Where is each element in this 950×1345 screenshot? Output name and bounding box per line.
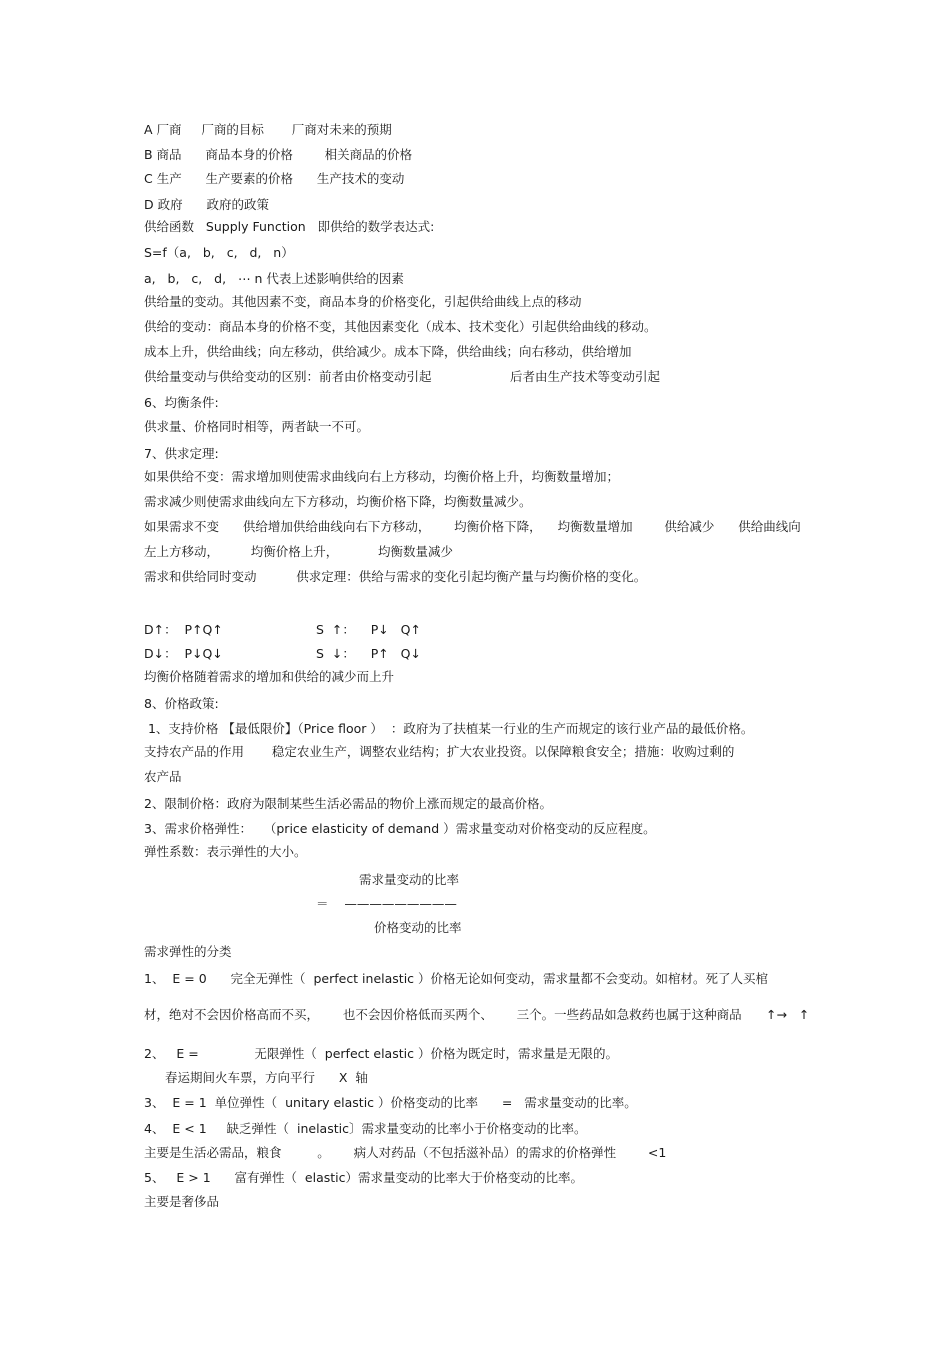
perfect-elastic-line: 2、 E = 无限弹性（ perfect elastic ）价格为既定时，需求量是无限的。 (144, 1046, 618, 1061)
difference-line-b: 后者由生产技术等变动引起 (510, 369, 661, 384)
section-6-heading: 6、均衡条件: (144, 395, 219, 410)
elasticity-coefficient-line: 弹性系数：表示弹性的大小。 (144, 844, 307, 859)
variables-note-line: a, b, c, d, ⋯ n 代表上述影响供给的因素 (144, 271, 404, 286)
supply-shift-line: 如果需求不变 供给增加供给曲线向右下方移动， 均衡价格下降， 均衡数量增加 供给减少 供给曲线向 (144, 519, 801, 534)
fraction-numerator: 需求量变动的比率 (359, 872, 460, 887)
elastic-example-line: 主要是奢侈品 (144, 1194, 220, 1209)
unitary-elastic-line: 3、 E = 1 单位弹性（ unitary elastic ）价格变动的比率 = 需求量变动的比率。 (144, 1095, 637, 1110)
supply-down-summary: S ↓： P↑ Q↓ (316, 646, 421, 661)
inelastic-example-line: 主要是生活必需品，粮食 。 病人对药品（不包括滋补品）的需求的价格弹性 <1 (144, 1145, 667, 1160)
price-floor-line: 1、支持价格 【最低限价】（Price floor ） ：政府为了扶植某一行业的生产而规定的该行业产品的最低价格。 (144, 721, 754, 736)
factor-government-line: D 政府 政府的政策 (144, 197, 269, 212)
inelastic-line: 4、 E < 1 缺乏弹性（ inelastic〕需求量变动的比率小于价格变动的比率。 (144, 1121, 587, 1136)
section-7-heading: 7、供求定理: (144, 446, 219, 461)
equilibrium-condition-line: 供求量、价格同时相等，两者缺一不可。 (144, 419, 370, 434)
difference-line-a: 供给量变动与供给变动的区别：前者由价格变动引起 (144, 369, 432, 384)
supply-change-line: 供给的变动：商品本身的价格不变，其他因素变化（成本、技术变化）引起供给曲线的移动。 (144, 319, 657, 334)
supply-shift-line-cont: 左上方移动， 均衡价格上升， 均衡数量减少 (144, 544, 454, 559)
elastic-line: 5、 E > 1 富有弹性（ elastic）需求量变动的比率大于价格变动的比率。 (144, 1170, 584, 1185)
demand-decrease-line: 需求减少则使需求曲线向左下方移动，均衡价格下降，均衡数量减少。 (144, 494, 532, 509)
supply-function-line: 供给函数 Supply Function 即供给的数学表达式: (144, 219, 435, 234)
fraction-denominator: 价格变动的比率 (374, 920, 462, 935)
cost-shift-line: 成本上升，供给曲线；向左移动，供给减少。成本下降，供给曲线；向右移动，供给增加 (144, 344, 632, 359)
demand-down-summary: D↓： P↓Q↓ (144, 646, 223, 661)
quantity-supplied-change-line: 供给量的变动。其他因素不变，商品本身的价格变化，引起供给曲线上点的移动 (144, 294, 582, 309)
factor-firm-line: A 厂商 厂商的目标 厂商对未来的预期 (144, 122, 392, 137)
price-ceiling-line: 2、限制价格：政府为限制某些生活必需品的物价上涨而规定的最高价格。 (144, 796, 552, 811)
factor-production-line: C 生产 生产要素的价格 生产技术的变动 (144, 171, 405, 186)
supply-formula-line: S=f（a, b, c, d, n） (144, 245, 294, 260)
fraction-bar: ＝ ————————— (316, 896, 457, 911)
elasticity-classification-heading: 需求弹性的分类 (144, 944, 232, 959)
perfect-inelastic-line-cont: 材，绝对不会因价格高而不买， 也不会因价格低而买两个、 三个。一些药品如急救药也属于这种商品 (144, 1007, 742, 1022)
equilibrium-price-rise-line: 均衡价格随着需求的增加和供给的减少而上升 (144, 669, 395, 684)
perfect-inelastic-line: 1、 E = 0 完全无弹性（ perfect inelastic ）价格无论如何变动，需求量都不会变动。如棺材。死了人买棺 (144, 971, 769, 986)
section-8-heading: 8、价格政策: (144, 696, 219, 711)
demand-increase-line: 如果供给不变：需求增加则使需求曲线向右上方移动，均衡价格上升，均衡数量增加； (144, 469, 620, 484)
factor-goods-line: B 商品 商品本身的价格 相关商品的价格 (144, 147, 413, 162)
agriculture-support-line-cont: 农产品 (144, 769, 182, 784)
perfect-elastic-example: 春运期间火车票，方向平行 X 轴 (165, 1070, 368, 1085)
demand-up-summary: D↑： P↑Q↑ (144, 622, 223, 637)
price-elasticity-line: 3、需求价格弹性： （price elasticity of demand ）需求量变动对价格变动的反应程度。 (144, 821, 656, 836)
supply-up-summary: S ↑： P↓ Q↑ (316, 622, 421, 637)
simultaneous-change-line: 需求和供给同时变动 供求定理：供给与需求的变化引起均衡产量与均衡价格的变化。 (144, 569, 647, 584)
arrow-notation: ↑→ ↑ (766, 1007, 810, 1022)
agriculture-support-line: 支持农产品的作用 稳定农业生产，调整农业结构；扩大农业投资。以保障粮食安全；措施：收购过剩的 (144, 744, 735, 759)
